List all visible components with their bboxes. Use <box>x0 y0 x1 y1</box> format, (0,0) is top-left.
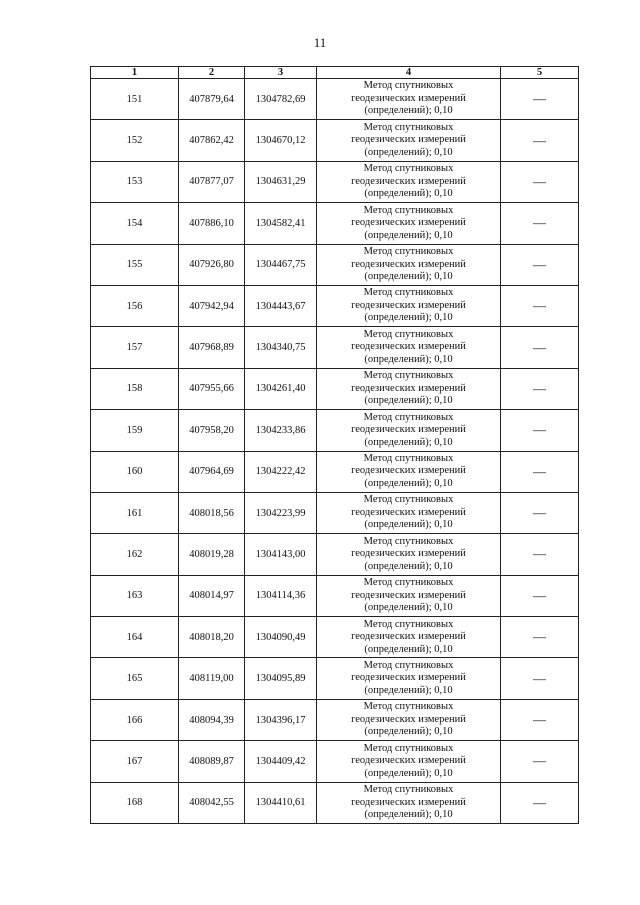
method-cell <box>317 327 501 368</box>
x-coordinate-cell: 407926,80 <box>179 244 245 285</box>
point-number-cell: 162 <box>91 534 179 575</box>
header-col-5: 5 <box>501 67 579 79</box>
note-dash-cell: — <box>501 699 579 740</box>
table-row <box>91 244 579 285</box>
method-line: (определений); 0,10 <box>364 726 453 738</box>
header-col-1: 1 <box>91 67 179 79</box>
method-line: геодезических измерений <box>351 548 466 560</box>
x-coordinate-cell: 407862,42 <box>179 120 245 161</box>
x-coordinate-cell: 407942,94 <box>179 285 245 326</box>
point-number-cell: 160 <box>91 451 179 492</box>
header-col-3: 3 <box>245 67 317 79</box>
point-number-cell: 152 <box>91 120 179 161</box>
table-row <box>91 658 579 699</box>
table-row <box>91 203 579 244</box>
note-dash-cell: — <box>501 410 579 451</box>
table-body <box>91 79 579 824</box>
method-cell <box>317 120 501 161</box>
method-line: геодезических измерений <box>351 134 466 146</box>
point-number-cell: 155 <box>91 244 179 285</box>
header-col-2: 2 <box>179 67 245 79</box>
method-cell <box>317 492 501 533</box>
table-header <box>91 67 579 79</box>
method-line: Метод спутниковых <box>363 577 454 589</box>
note-dash-cell: — <box>501 161 579 202</box>
point-number-cell: 168 <box>91 782 179 823</box>
method-cell <box>317 658 501 699</box>
method-line: (определений); 0,10 <box>364 767 453 779</box>
y-coordinate-cell: 1304222,42 <box>245 451 317 492</box>
method-line: Метод спутниковых <box>363 287 454 299</box>
method-line: (определений); 0,10 <box>364 809 453 821</box>
y-coordinate-cell: 1304095,89 <box>245 658 317 699</box>
method-cell <box>317 410 501 451</box>
x-coordinate-cell: 408042,55 <box>179 782 245 823</box>
table-row <box>91 782 579 823</box>
x-coordinate-cell: 408018,20 <box>179 617 245 658</box>
header-col-4: 4 <box>317 67 501 79</box>
method-line: геодезических измерений <box>351 713 466 725</box>
y-coordinate-cell: 1304410,61 <box>245 782 317 823</box>
point-number-cell: 158 <box>91 368 179 409</box>
method-line: Метод спутниковых <box>363 494 454 506</box>
method-line: геодезических измерений <box>351 672 466 684</box>
table-row <box>91 534 579 575</box>
table-row <box>91 368 579 409</box>
point-number-cell: 159 <box>91 410 179 451</box>
method-line: (определений); 0,10 <box>364 395 453 407</box>
method-line: геодезических измерений <box>351 258 466 270</box>
method-cell <box>317 575 501 616</box>
table-row <box>91 492 579 533</box>
method-cell <box>317 699 501 740</box>
x-coordinate-cell: 407964,69 <box>179 451 245 492</box>
method-cell <box>317 368 501 409</box>
method-line: Метод спутниковых <box>363 535 454 547</box>
method-line: геодезических измерений <box>351 217 466 229</box>
note-dash-cell: — <box>501 203 579 244</box>
point-number-cell: 163 <box>91 575 179 616</box>
x-coordinate-cell: 407879,64 <box>179 79 245 120</box>
method-line: (определений); 0,10 <box>364 602 453 614</box>
method-line: (определений); 0,10 <box>364 643 453 655</box>
method-line: (определений); 0,10 <box>364 146 453 158</box>
point-number-cell: 156 <box>91 285 179 326</box>
y-coordinate-cell: 1304233,86 <box>245 410 317 451</box>
x-coordinate-cell: 407886,10 <box>179 203 245 244</box>
method-cell <box>317 534 501 575</box>
method-line: геодезических измерений <box>351 631 466 643</box>
note-dash-cell: — <box>501 451 579 492</box>
method-cell <box>317 244 501 285</box>
coordinates-table <box>90 66 579 824</box>
note-dash-cell: — <box>501 575 579 616</box>
note-dash-cell: — <box>501 534 579 575</box>
y-coordinate-cell: 1304582,41 <box>245 203 317 244</box>
method-cell <box>317 79 501 120</box>
method-line: геодезических измерений <box>351 175 466 187</box>
point-number-cell: 151 <box>91 79 179 120</box>
table-row <box>91 741 579 782</box>
x-coordinate-cell: 407968,89 <box>179 327 245 368</box>
method-cell <box>317 741 501 782</box>
table-row <box>91 79 579 120</box>
method-line: Метод спутниковых <box>363 121 454 133</box>
point-number-cell: 157 <box>91 327 179 368</box>
x-coordinate-cell: 408094,39 <box>179 699 245 740</box>
point-number-cell: 166 <box>91 699 179 740</box>
method-cell <box>317 285 501 326</box>
note-dash-cell: — <box>501 741 579 782</box>
y-coordinate-cell: 1304261,40 <box>245 368 317 409</box>
point-number-cell: 167 <box>91 741 179 782</box>
note-dash-cell: — <box>501 244 579 285</box>
y-coordinate-cell: 1304670,12 <box>245 120 317 161</box>
method-line: (определений); 0,10 <box>364 105 453 117</box>
y-coordinate-cell: 1304396,17 <box>245 699 317 740</box>
x-coordinate-cell: 408089,87 <box>179 741 245 782</box>
x-coordinate-cell: 407877,07 <box>179 161 245 202</box>
table-row <box>91 327 579 368</box>
note-dash-cell: — <box>501 120 579 161</box>
x-coordinate-cell: 407955,66 <box>179 368 245 409</box>
note-dash-cell: — <box>501 782 579 823</box>
table-row <box>91 410 579 451</box>
x-coordinate-cell: 408018,56 <box>179 492 245 533</box>
method-line: геодезических измерений <box>351 299 466 311</box>
note-dash-cell: — <box>501 327 579 368</box>
method-line: Метод спутниковых <box>363 701 454 713</box>
note-dash-cell: — <box>501 285 579 326</box>
method-line: геодезических измерений <box>351 506 466 518</box>
table-row <box>91 285 579 326</box>
y-coordinate-cell: 1304340,75 <box>245 327 317 368</box>
method-line: Метод спутниковых <box>363 328 454 340</box>
method-cell <box>317 161 501 202</box>
y-coordinate-cell: 1304409,42 <box>245 741 317 782</box>
x-coordinate-cell: 407958,20 <box>179 410 245 451</box>
note-dash-cell: — <box>501 658 579 699</box>
y-coordinate-cell: 1304631,29 <box>245 161 317 202</box>
method-line: (определений); 0,10 <box>364 477 453 489</box>
method-line: (определений); 0,10 <box>364 436 453 448</box>
method-line: геодезических измерений <box>351 796 466 808</box>
method-cell <box>317 203 501 244</box>
method-line: геодезических измерений <box>351 341 466 353</box>
point-number-cell: 154 <box>91 203 179 244</box>
y-coordinate-cell: 1304090,49 <box>245 617 317 658</box>
method-line: геодезических измерений <box>351 755 466 767</box>
method-line: (определений); 0,10 <box>364 560 453 572</box>
method-cell <box>317 782 501 823</box>
method-line: Метод спутниковых <box>363 452 454 464</box>
point-number-cell: 164 <box>91 617 179 658</box>
point-number-cell: 165 <box>91 658 179 699</box>
x-coordinate-cell: 408014,97 <box>179 575 245 616</box>
point-number-cell: 161 <box>91 492 179 533</box>
method-line: (определений); 0,10 <box>364 188 453 200</box>
method-line: Метод спутниковых <box>363 742 454 754</box>
method-line: Метод спутниковых <box>363 659 454 671</box>
method-line: (определений); 0,10 <box>364 353 453 365</box>
method-cell <box>317 617 501 658</box>
method-line: Метод спутниковых <box>363 411 454 423</box>
note-dash-cell: — <box>501 79 579 120</box>
note-dash-cell: — <box>501 492 579 533</box>
y-coordinate-cell: 1304143,00 <box>245 534 317 575</box>
y-coordinate-cell: 1304467,75 <box>245 244 317 285</box>
table-row <box>91 575 579 616</box>
method-line: (определений); 0,10 <box>364 684 453 696</box>
y-coordinate-cell: 1304443,67 <box>245 285 317 326</box>
method-line: геодезических измерений <box>351 589 466 601</box>
header-row <box>91 67 579 79</box>
point-number-cell: 153 <box>91 161 179 202</box>
method-cell <box>317 451 501 492</box>
method-line: геодезических измерений <box>351 92 466 104</box>
y-coordinate-cell: 1304114,36 <box>245 575 317 616</box>
note-dash-cell: — <box>501 617 579 658</box>
method-line: геодезических измерений <box>351 424 466 436</box>
method-line: (определений); 0,10 <box>364 312 453 324</box>
method-line: Метод спутниковых <box>363 204 454 216</box>
method-line: (определений); 0,10 <box>364 229 453 241</box>
table-row <box>91 451 579 492</box>
note-dash-cell: — <box>501 368 579 409</box>
x-coordinate-cell: 408119,00 <box>179 658 245 699</box>
table-row <box>91 120 579 161</box>
method-line: (определений); 0,10 <box>364 519 453 531</box>
y-coordinate-cell: 1304782,69 <box>245 79 317 120</box>
table-row <box>91 161 579 202</box>
table-row <box>91 699 579 740</box>
method-line: Метод спутниковых <box>363 246 454 257</box>
method-line: Метод спутниковых <box>363 80 454 92</box>
table-row <box>91 617 579 658</box>
method-line: Метод спутниковых <box>363 370 454 382</box>
x-coordinate-cell: 408019,28 <box>179 534 245 575</box>
method-line: Метод спутниковых <box>363 163 454 175</box>
method-line: (определений); 0,10 <box>364 271 453 282</box>
method-line: геодезических измерений <box>351 465 466 477</box>
page-number: 11 <box>313 35 327 50</box>
method-line: геодезических измерений <box>351 382 466 394</box>
method-line: Метод спутниковых <box>363 618 454 630</box>
method-line: Метод спутниковых <box>363 784 454 796</box>
y-coordinate-cell: 1304223,99 <box>245 492 317 533</box>
